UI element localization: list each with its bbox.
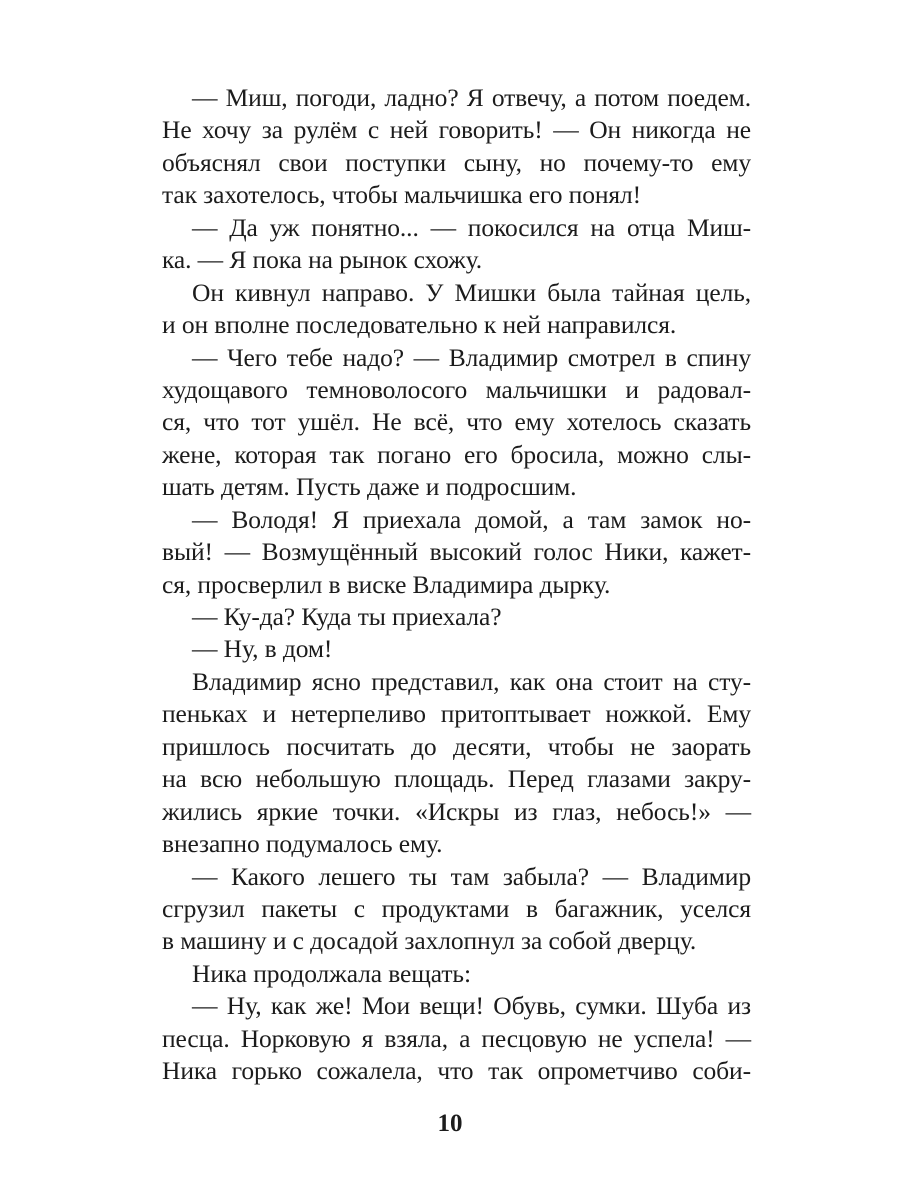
text-line: Ника продолжала вещать: xyxy=(192,958,471,988)
text-line: — Ку-да? Куда ты приехала? xyxy=(192,602,502,631)
text-line: ка. — Я пока на рынок схожу. xyxy=(162,245,483,275)
text-line: сгрузил пакеты с продуктами в багажник, уселся xyxy=(162,893,751,923)
text-line: жились яркие точки. «Искры из глаз, небось!» — xyxy=(162,796,751,826)
text-line: Владимир ясно представил, как она стоит на сту- xyxy=(192,666,751,696)
text-line: — Какого лешего ты там забыла? — Владимир xyxy=(192,861,751,891)
text-line: — Ну, в дом! xyxy=(192,634,333,664)
text-line: на всю небольшую площадь. Перед глазами закру- xyxy=(162,764,751,794)
text-line: внезапно подумалось ему. xyxy=(162,829,443,859)
text-line: ся, что тот ушёл. Не всё, что ему хотелось сказать xyxy=(162,407,751,437)
text-line: — Да уж понятно... — покосился на отца Миш- xyxy=(192,212,751,242)
text-line: Не хочу за рулём с ней говорить! — Он никогда не xyxy=(162,115,751,145)
text-line: шать детям. Пусть даже и подросшим. xyxy=(162,472,577,502)
text-line: в машину и с досадой захлопнул за собой дверцу. xyxy=(162,926,697,956)
text-line: худощавого темноволосого мальчишки и радовал- xyxy=(162,374,751,404)
text-line: жене, которая так погано его бросила, можно слы- xyxy=(162,439,751,469)
text-line: Ника горько сожалела, что так опрометчиво соби- xyxy=(162,1056,751,1086)
page-number: 10 xyxy=(437,1110,463,1137)
text-line: пеньках и нетерпеливо притоптывает ножкой. Ему xyxy=(162,699,751,729)
text-line: так захотелось, чтобы мальчишка его понял! xyxy=(162,180,642,210)
text-line: пришлось посчитать до десяти, чтобы не заорать xyxy=(162,731,751,761)
text-line: Он кивнул направо. У Мишки была тайная цель, xyxy=(192,277,751,307)
text-line: — Миш, погоди, ладно? Я отвечу, а потом поедем. xyxy=(192,83,751,112)
text-line: — Володя! Я приехала домой, а там замок но- xyxy=(192,504,751,534)
text-line: — Ну, как же! Мои вещи! Обувь, сумки. Шуба из xyxy=(192,991,751,1021)
body-text xyxy=(162,82,751,1088)
text-line: песца. Норковую я взяла, а песцовую не успела! — xyxy=(162,1023,751,1053)
text-line: вый! — Возмущённый высокий голос Ники, кажет- xyxy=(162,537,751,567)
text-line: и он вполне последовательно к ней направился. xyxy=(162,310,677,340)
text-line: — Чего тебе надо? — Владимир смотрел в спину xyxy=(192,342,751,372)
text-line: объяснял свои поступки сыну, но почему-то ему xyxy=(162,147,751,177)
text-line: ся, просверлил в виске Владимира дырку. xyxy=(162,569,611,599)
